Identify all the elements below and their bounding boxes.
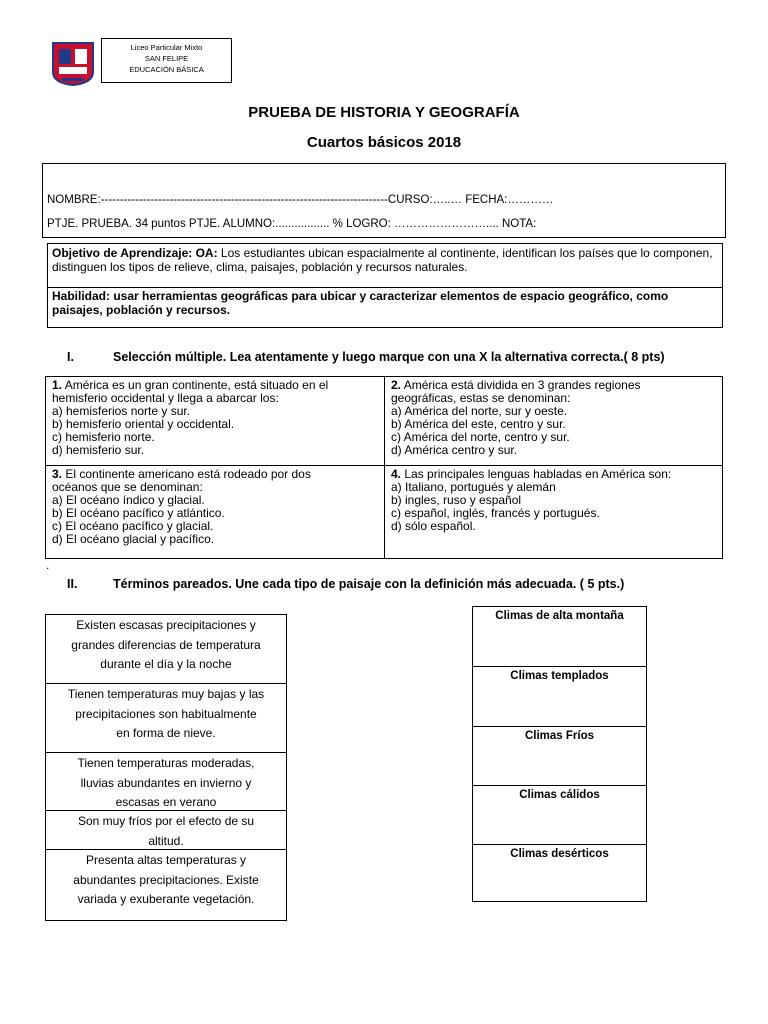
section-title: Términos pareados. Une cada tipo de paisaje con la definición más adecuada. ( 5 pts.)	[113, 577, 625, 591]
question-text: hemisferio occidental y llega a abarcar los:	[52, 391, 279, 405]
definition-line: lluvias abundantes en invierno y	[80, 775, 252, 790]
definition-line: durante el día y la noche	[100, 657, 232, 671]
option[interactable]: b) El océano pacífico y atlántico.	[52, 506, 225, 520]
definitions-column	[45, 614, 287, 921]
option[interactable]: b) hemisferio oriental y occidental.	[52, 417, 235, 431]
definition-line: variada y exuberante vegetación.	[77, 892, 255, 906]
question-number: 2.	[391, 378, 402, 392]
school-line: Liceo Particular Mixto	[130, 43, 203, 52]
option[interactable]: c) hemisferio norte.	[52, 430, 155, 444]
school-line: SAN FELIPE	[144, 54, 189, 63]
divider	[48, 287, 722, 288]
question-text: El continente americano está rodeado por dos	[65, 467, 311, 481]
objective-label: Objetivo de Aprendizaje: OA:	[52, 246, 218, 260]
section-number: II.	[67, 577, 78, 591]
question-text: océanos que se denominan:	[52, 480, 203, 494]
definition-line: altitud.	[148, 833, 184, 848]
option[interactable]: d) hemisferio sur.	[52, 443, 145, 457]
climate-item[interactable]: Climas desérticos	[510, 848, 609, 860]
question-2	[385, 379, 715, 457]
definition-line: escasas en verano	[115, 795, 217, 809]
definition-item[interactable]	[46, 850, 286, 920]
school-logo	[50, 40, 96, 86]
climate-item[interactable]: Climas de alta montaña	[473, 607, 646, 667]
page-title: PRUEBA DE HISTORIA Y GEOGRAFÍA	[248, 104, 520, 121]
option[interactable]: c) El océano pacífico y glacial.	[52, 519, 214, 533]
question-text: América es un gran continente, está situado en el	[64, 378, 329, 392]
objective-description: Los estudiantes ubican espacialmente al continente, identifican los países que lo componen, distinguen los tipos de relieve, clima, paisajes, población y recursos naturales.	[52, 246, 713, 274]
option[interactable]: b) ingles, ruso y español	[391, 493, 522, 507]
definition-line: en forma de nieve.	[116, 726, 216, 740]
option[interactable]: a) El océano índico y glacial.	[52, 493, 205, 507]
option[interactable]: b) América del este, centro y sur.	[391, 417, 566, 431]
question-number: 4.	[391, 467, 402, 481]
definition-line: Presenta altas temperaturas y	[85, 853, 247, 867]
definition-line: precipitaciones son habitualmente	[75, 706, 257, 721]
question-number: 3.	[52, 467, 63, 481]
objective-box	[47, 243, 723, 328]
definition-line: Son muy fríos por el efecto de su	[77, 814, 255, 828]
option[interactable]: a) América del norte, sur y oeste.	[391, 404, 568, 418]
definition-line: Tienen temperaturas moderadas,	[77, 756, 255, 770]
question-text: Las principales lenguas habladas en América son:	[404, 467, 672, 481]
section-number: I.	[67, 350, 74, 364]
definition-line: grandes diferencias de temperatura	[71, 637, 261, 652]
school-name-box	[101, 38, 232, 83]
multiple-choice-table	[45, 376, 723, 559]
question-text: geográficas, estas se denominan:	[391, 391, 571, 405]
definition-line: Tienen temperaturas muy bajas y las	[67, 687, 265, 701]
definition-item[interactable]	[46, 684, 286, 753]
option[interactable]: d) El océano glacial y pacífico.	[52, 532, 215, 546]
divider	[46, 465, 722, 466]
page-subtitle: Cuartos básicos 2018	[306, 134, 462, 151]
climate-item[interactable]: Climas cálidos	[473, 786, 646, 845]
question-3	[46, 468, 376, 546]
section-title: Selección múltiple. Lea atentamente y luego marque con una X la alternativa correcta.( 8 pts)	[113, 350, 665, 364]
question-1	[46, 379, 376, 457]
question-number: 1.	[52, 378, 63, 392]
option[interactable]: d) América centro y sur.	[391, 443, 518, 457]
option[interactable]: c) América del norte, centro y sur.	[391, 430, 570, 444]
question-4	[385, 468, 715, 533]
score-line[interactable]: PTJE. PRUEBA. 34 puntos PTJE. ALUMNO:................. % LOGRO: …………………….... NOTA:	[47, 218, 537, 230]
skill-text: Habilidad: usar herramientas geográficas para ubicar y caracterizar elementos de espacio geográfico, como paisajes, población y recursos.	[52, 289, 669, 317]
climate-item[interactable]: Climas templados	[473, 667, 646, 727]
definition-item[interactable]	[46, 615, 286, 684]
school-line: EDUCACIÓN BÁSICA	[129, 65, 204, 74]
climates-column	[472, 606, 647, 902]
student-info-box	[42, 163, 726, 238]
option[interactable]: c) español, inglés, francés y portugués.	[391, 506, 600, 520]
option[interactable]: d) sólo español.	[391, 519, 476, 533]
name-course-date-line[interactable]: NOMBRE:---------------------------------------------------------------------------CURSO:…..… FECHA:…………	[47, 194, 554, 206]
option[interactable]: a) hemisferios norte y sur.	[52, 404, 191, 418]
objective-text	[48, 246, 722, 274]
stray-dot: .	[46, 558, 50, 572]
question-text: América está dividida en 3 grandes regiones	[403, 378, 641, 392]
definition-item[interactable]	[46, 753, 286, 811]
definition-line: abundantes precipitaciones. Existe	[73, 872, 259, 887]
definition-line: Existen escasas precipitaciones y	[76, 618, 256, 632]
option[interactable]: a) Italiano, portugués y alemán	[391, 480, 556, 494]
definition-item[interactable]	[46, 811, 286, 850]
climate-item[interactable]: Climas Fríos	[473, 727, 646, 786]
